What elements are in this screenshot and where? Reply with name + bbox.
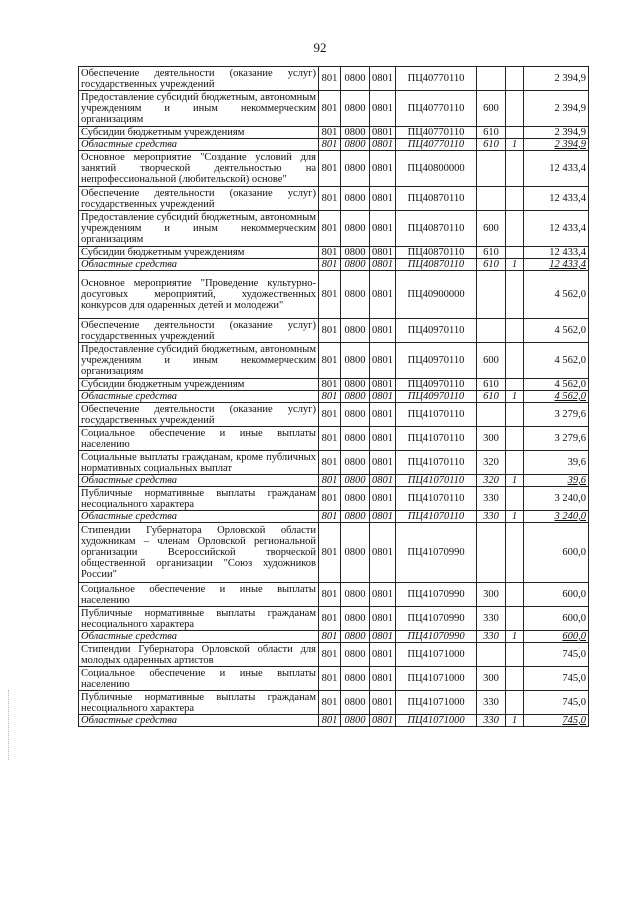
code-section: 0800 <box>341 211 370 247</box>
row-amount: 3 279,6 <box>524 427 589 451</box>
table-row <box>79 643 589 667</box>
row-description: Субсидии бюджетным учреждениям <box>79 247 319 259</box>
code-subsection: 0801 <box>370 451 396 475</box>
code-source <box>506 451 524 475</box>
code-expense-type: 610 <box>477 247 506 259</box>
code-expense-type: 330 <box>477 715 506 727</box>
code-subsection: 0801 <box>370 583 396 607</box>
code-target-article: ПЦ40870110 <box>396 211 477 247</box>
table-row <box>79 607 589 631</box>
code-target-article: ПЦ40770110 <box>396 67 477 91</box>
code-section: 0800 <box>341 451 370 475</box>
row-description: Субсидии бюджетным учреждениям <box>79 127 319 139</box>
row-description: Областные средства <box>79 391 319 403</box>
table-row <box>79 523 589 583</box>
code-source <box>506 247 524 259</box>
code-source: 1 <box>506 259 524 271</box>
table-row <box>79 667 589 691</box>
code-source: 1 <box>506 139 524 151</box>
row-amount: 3 240,0 <box>524 511 589 523</box>
code-target-article: ПЦ41071000 <box>396 715 477 727</box>
table-row <box>79 403 589 427</box>
code-ministry: 801 <box>319 475 341 487</box>
code-ministry: 801 <box>319 319 341 343</box>
margin-scan-mark <box>8 690 12 760</box>
code-section: 0800 <box>341 151 370 187</box>
row-description: Предоставление субсидий бюджетным, автономным учреждениям и иным некоммерческим организациям <box>79 91 319 127</box>
code-source <box>506 427 524 451</box>
page-number: 92 <box>313 40 327 55</box>
code-subsection: 0801 <box>370 643 396 667</box>
code-ministry: 801 <box>319 391 341 403</box>
code-ministry: 801 <box>319 127 341 139</box>
code-expense-type <box>477 151 506 187</box>
code-section: 0800 <box>341 583 370 607</box>
table-row-regional-funds <box>79 259 589 271</box>
code-target-article: ПЦ40970110 <box>396 343 477 379</box>
code-expense-type: 610 <box>477 379 506 391</box>
row-amount: 745,0 <box>524 643 589 667</box>
code-target-article: ПЦ40970110 <box>396 379 477 391</box>
code-target-article: ПЦ41070990 <box>396 523 477 583</box>
budget-table <box>78 66 589 727</box>
code-subsection: 0801 <box>370 631 396 643</box>
code-subsection: 0801 <box>370 247 396 259</box>
code-subsection: 0801 <box>370 475 396 487</box>
code-target-article: ПЦ40900000 <box>396 271 477 319</box>
code-subsection: 0801 <box>370 127 396 139</box>
row-description: Областные средства <box>79 259 319 271</box>
code-section: 0800 <box>341 643 370 667</box>
code-expense-type: 600 <box>477 211 506 247</box>
code-source <box>506 379 524 391</box>
code-target-article: ПЦ40870110 <box>396 187 477 211</box>
code-section: 0800 <box>341 187 370 211</box>
code-expense-type <box>477 643 506 667</box>
code-subsection: 0801 <box>370 403 396 427</box>
table-row-regional-funds <box>79 391 589 403</box>
code-subsection: 0801 <box>370 379 396 391</box>
code-source <box>506 583 524 607</box>
code-ministry: 801 <box>319 259 341 271</box>
code-source <box>506 187 524 211</box>
code-expense-type: 320 <box>477 451 506 475</box>
table-row <box>79 583 589 607</box>
row-description: Социальное обеспечение и иные выплаты населению <box>79 667 319 691</box>
code-ministry: 801 <box>319 691 341 715</box>
row-description: Областные средства <box>79 475 319 487</box>
code-ministry: 801 <box>319 151 341 187</box>
row-description: Социальное обеспечение и иные выплаты населению <box>79 583 319 607</box>
code-expense-type <box>477 67 506 91</box>
table-row <box>79 691 589 715</box>
code-ministry: 801 <box>319 631 341 643</box>
code-source <box>506 643 524 667</box>
row-description: Областные средства <box>79 139 319 151</box>
code-expense-type: 330 <box>477 607 506 631</box>
code-target-article: ПЦ41070110 <box>396 451 477 475</box>
code-subsection: 0801 <box>370 691 396 715</box>
code-subsection: 0801 <box>370 139 396 151</box>
row-amount: 4 562,0 <box>524 379 589 391</box>
code-ministry: 801 <box>319 643 341 667</box>
code-section: 0800 <box>341 475 370 487</box>
code-subsection: 0801 <box>370 91 396 127</box>
code-section: 0800 <box>341 247 370 259</box>
code-ministry: 801 <box>319 403 341 427</box>
code-expense-type: 600 <box>477 91 506 127</box>
row-description: Стипендии Губернатора Орловской области для молодых одаренных артистов <box>79 643 319 667</box>
table-row <box>79 379 589 391</box>
code-target-article: ПЦ41070990 <box>396 583 477 607</box>
row-amount: 745,0 <box>524 691 589 715</box>
code-section: 0800 <box>341 427 370 451</box>
code-source <box>506 127 524 139</box>
row-amount: 12 433,4 <box>524 259 589 271</box>
row-amount: 4 562,0 <box>524 271 589 319</box>
row-amount: 600,0 <box>524 631 589 643</box>
code-expense-type <box>477 403 506 427</box>
code-expense-type: 320 <box>477 475 506 487</box>
code-ministry: 801 <box>319 607 341 631</box>
code-expense-type: 600 <box>477 343 506 379</box>
code-subsection: 0801 <box>370 607 396 631</box>
row-description: Обеспечение деятельности (оказание услуг) государственных учреждений <box>79 67 319 91</box>
row-amount: 3 279,6 <box>524 403 589 427</box>
code-source <box>506 211 524 247</box>
code-source <box>506 343 524 379</box>
code-target-article: ПЦ41070110 <box>396 487 477 511</box>
code-expense-type: 300 <box>477 583 506 607</box>
row-description: Предоставление субсидий бюджетным, автономным учреждениям и иным некоммерческим организациям <box>79 343 319 379</box>
row-description: Публичные нормативные выплаты гражданам несоциального характера <box>79 607 319 631</box>
code-target-article: ПЦ41071000 <box>396 691 477 715</box>
row-description: Стипендии Губернатора Орловской области художникам – членам Орловской региональной организации Всероссийской творческой общественной организации "Союз художников России" <box>79 523 319 583</box>
row-description: Обеспечение деятельности (оказание услуг) государственных учреждений <box>79 403 319 427</box>
table-row-regional-funds <box>79 475 589 487</box>
code-expense-type <box>477 523 506 583</box>
code-target-article: ПЦ41070110 <box>396 475 477 487</box>
row-description: Публичные нормативные выплаты гражданам несоциального характера <box>79 487 319 511</box>
code-expense-type: 610 <box>477 391 506 403</box>
row-description: Социальные выплаты гражданам, кроме публичных нормативных социальных выплат <box>79 451 319 475</box>
code-subsection: 0801 <box>370 343 396 379</box>
code-section: 0800 <box>341 607 370 631</box>
code-section: 0800 <box>341 139 370 151</box>
code-source <box>506 151 524 187</box>
code-expense-type: 610 <box>477 259 506 271</box>
table-row <box>79 151 589 187</box>
code-target-article: ПЦ40970110 <box>396 319 477 343</box>
code-ministry: 801 <box>319 139 341 151</box>
code-expense-type: 330 <box>477 631 506 643</box>
code-target-article: ПЦ40770110 <box>396 139 477 151</box>
code-expense-type <box>477 187 506 211</box>
code-ministry: 801 <box>319 211 341 247</box>
table-row <box>79 427 589 451</box>
table-row-regional-funds <box>79 631 589 643</box>
code-source: 1 <box>506 475 524 487</box>
code-ministry: 801 <box>319 379 341 391</box>
code-expense-type: 330 <box>477 511 506 523</box>
code-ministry: 801 <box>319 715 341 727</box>
row-amount: 4 562,0 <box>524 319 589 343</box>
code-expense-type <box>477 319 506 343</box>
code-expense-type: 300 <box>477 427 506 451</box>
row-amount: 39,6 <box>524 475 589 487</box>
code-source <box>506 607 524 631</box>
row-amount: 600,0 <box>524 583 589 607</box>
code-ministry: 801 <box>319 523 341 583</box>
code-target-article: ПЦ40870110 <box>396 247 477 259</box>
code-section: 0800 <box>341 691 370 715</box>
row-description: Обеспечение деятельности (оказание услуг) государственных учреждений <box>79 319 319 343</box>
code-ministry: 801 <box>319 67 341 91</box>
code-expense-type: 300 <box>477 667 506 691</box>
code-source <box>506 67 524 91</box>
code-subsection: 0801 <box>370 187 396 211</box>
row-amount: 2 394,9 <box>524 139 589 151</box>
code-source: 1 <box>506 631 524 643</box>
code-ministry: 801 <box>319 487 341 511</box>
table-row <box>79 271 589 319</box>
code-source <box>506 319 524 343</box>
row-description: Предоставление субсидий бюджетным, автономным учреждениям и иным некоммерческим организациям <box>79 211 319 247</box>
table-row <box>79 319 589 343</box>
code-source <box>506 691 524 715</box>
row-description: Областные средства <box>79 715 319 727</box>
code-source: 1 <box>506 511 524 523</box>
row-amount: 4 562,0 <box>524 343 589 379</box>
row-amount: 745,0 <box>524 667 589 691</box>
code-target-article: ПЦ41071000 <box>396 643 477 667</box>
code-ministry: 801 <box>319 427 341 451</box>
row-amount: 2 394,9 <box>524 67 589 91</box>
code-target-article: ПЦ40970110 <box>396 391 477 403</box>
code-ministry: 801 <box>319 451 341 475</box>
table-row-regional-funds <box>79 139 589 151</box>
code-section: 0800 <box>341 259 370 271</box>
row-amount: 2 394,9 <box>524 91 589 127</box>
code-target-article: ПЦ40770110 <box>396 127 477 139</box>
code-section: 0800 <box>341 91 370 127</box>
table-row <box>79 487 589 511</box>
table-row <box>79 187 589 211</box>
row-amount: 600,0 <box>524 607 589 631</box>
row-description: Областные средства <box>79 631 319 643</box>
code-source: 1 <box>506 391 524 403</box>
code-target-article: ПЦ41070990 <box>396 631 477 643</box>
code-section: 0800 <box>341 487 370 511</box>
row-description: Обеспечение деятельности (оказание услуг) государственных учреждений <box>79 187 319 211</box>
table-row <box>79 343 589 379</box>
code-ministry: 801 <box>319 247 341 259</box>
code-subsection: 0801 <box>370 667 396 691</box>
row-amount: 4 562,0 <box>524 391 589 403</box>
row-description: Социальное обеспечение и иные выплаты населению <box>79 427 319 451</box>
table-body <box>79 67 589 727</box>
table-row <box>79 247 589 259</box>
code-subsection: 0801 <box>370 319 396 343</box>
code-source: 1 <box>506 715 524 727</box>
code-subsection: 0801 <box>370 151 396 187</box>
code-ministry: 801 <box>319 511 341 523</box>
row-amount: 12 433,4 <box>524 187 589 211</box>
code-source <box>506 667 524 691</box>
row-description: Основное мероприятие "Создание условий для занятий творческой деятельностью на непрофессиональной (любительской) основе" <box>79 151 319 187</box>
code-section: 0800 <box>341 523 370 583</box>
code-subsection: 0801 <box>370 715 396 727</box>
code-ministry: 801 <box>319 583 341 607</box>
table-row <box>79 211 589 247</box>
code-subsection: 0801 <box>370 391 396 403</box>
row-description: Субсидии бюджетным учреждениям <box>79 379 319 391</box>
code-section: 0800 <box>341 403 370 427</box>
row-amount: 12 433,4 <box>524 151 589 187</box>
code-section: 0800 <box>341 667 370 691</box>
row-description: Областные средства <box>79 511 319 523</box>
code-section: 0800 <box>341 391 370 403</box>
row-description: Публичные нормативные выплаты гражданам несоциального характера <box>79 691 319 715</box>
code-subsection: 0801 <box>370 259 396 271</box>
code-expense-type: 610 <box>477 127 506 139</box>
code-section: 0800 <box>341 319 370 343</box>
table-row-regional-funds <box>79 715 589 727</box>
code-section: 0800 <box>341 343 370 379</box>
code-subsection: 0801 <box>370 427 396 451</box>
table-row <box>79 91 589 127</box>
row-description: Основное мероприятие "Проведение культурно-досуговых мероприятий, художественных конкурсов для одаренных детей и молодежи" <box>79 271 319 319</box>
table-row-regional-funds <box>79 511 589 523</box>
code-target-article: ПЦ41071000 <box>396 667 477 691</box>
code-section: 0800 <box>341 127 370 139</box>
code-source <box>506 403 524 427</box>
code-target-article: ПЦ41070110 <box>396 427 477 451</box>
code-subsection: 0801 <box>370 523 396 583</box>
code-ministry: 801 <box>319 343 341 379</box>
code-source <box>506 91 524 127</box>
code-ministry: 801 <box>319 91 341 127</box>
code-ministry: 801 <box>319 667 341 691</box>
code-subsection: 0801 <box>370 211 396 247</box>
table-row <box>79 67 589 91</box>
code-subsection: 0801 <box>370 487 396 511</box>
code-source <box>506 487 524 511</box>
code-target-article: ПЦ41070990 <box>396 607 477 631</box>
code-target-article: ПЦ40870110 <box>396 259 477 271</box>
table-row <box>79 451 589 475</box>
code-subsection: 0801 <box>370 511 396 523</box>
code-target-article: ПЦ40800000 <box>396 151 477 187</box>
code-source <box>506 523 524 583</box>
code-section: 0800 <box>341 271 370 319</box>
code-expense-type <box>477 271 506 319</box>
code-section: 0800 <box>341 379 370 391</box>
row-amount: 12 433,4 <box>524 247 589 259</box>
code-section: 0800 <box>341 511 370 523</box>
code-source <box>506 271 524 319</box>
code-ministry: 801 <box>319 271 341 319</box>
code-section: 0800 <box>341 67 370 91</box>
code-subsection: 0801 <box>370 67 396 91</box>
table-row <box>79 127 589 139</box>
code-expense-type: 330 <box>477 691 506 715</box>
code-target-article: ПЦ41070110 <box>396 511 477 523</box>
row-amount: 12 433,4 <box>524 211 589 247</box>
row-amount: 3 240,0 <box>524 487 589 511</box>
code-target-article: ПЦ40770110 <box>396 91 477 127</box>
code-target-article: ПЦ41070110 <box>396 403 477 427</box>
code-section: 0800 <box>341 715 370 727</box>
code-expense-type: 610 <box>477 139 506 151</box>
row-amount: 2 394,9 <box>524 127 589 139</box>
row-amount: 600,0 <box>524 523 589 583</box>
code-expense-type: 330 <box>477 487 506 511</box>
row-amount: 39,6 <box>524 451 589 475</box>
code-ministry: 801 <box>319 187 341 211</box>
code-subsection: 0801 <box>370 271 396 319</box>
row-amount: 745,0 <box>524 715 589 727</box>
code-section: 0800 <box>341 631 370 643</box>
